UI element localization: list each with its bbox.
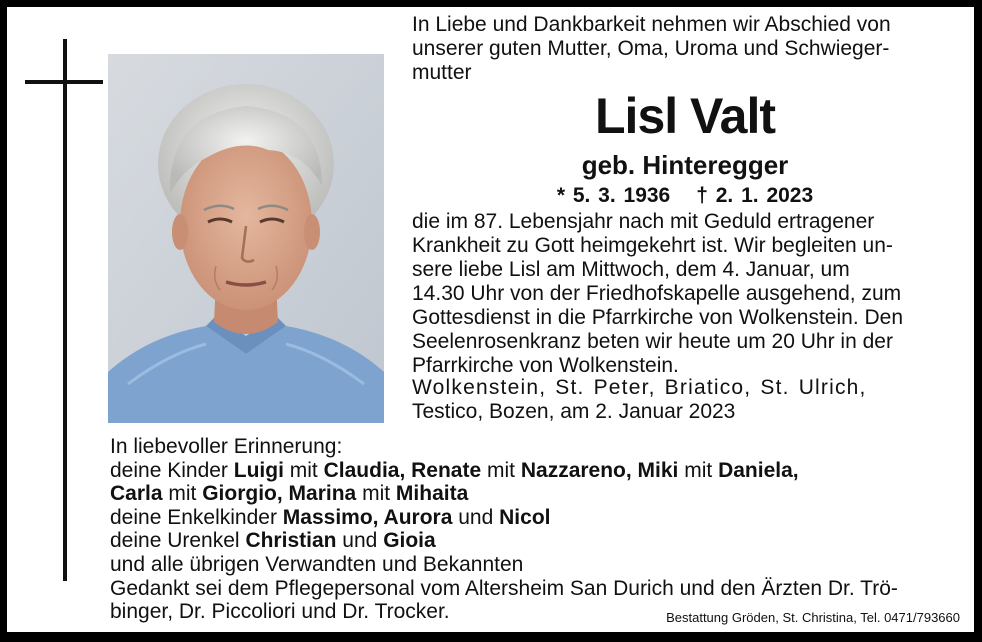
deceased-name: Lisl Valt: [595, 88, 775, 144]
announcement-text: [412, 210, 958, 378]
death-date: † 2. 1. 2023: [696, 184, 814, 207]
places-and-date: [412, 376, 958, 424]
thanks-line: Gedankt sei dem Pflegepersonal vom Altersheim San Durich und den Ärzten Dr. Trö-: [110, 576, 898, 600]
remembrance-heading: In liebevoller Erinnerung:: [110, 435, 343, 458]
birth-date: * 5. 3. 1936: [556, 184, 671, 207]
remembrance-section: [110, 435, 960, 624]
great-grandchildren-line: deine Urenkel Christian und Gioia: [110, 529, 436, 553]
relatives-line: und alle übrigen Verwandten und Bekannten: [110, 552, 524, 576]
intro-text: [412, 13, 958, 85]
places-line: Wolkenstein, St. Peter, Briatico, St. Ulrich,: [412, 376, 867, 399]
intro-line: unserer guten Mutter, Oma, Uroma und Schwieger-: [412, 37, 890, 60]
announcement-line: sere liebe Lisl am Mittwoch, dem 4. Januar, um: [412, 258, 850, 281]
thanks-line: binger, Dr. Piccoliori und Dr. Trocker.: [110, 600, 450, 624]
announcement-line: 14.30 Uhr von der Friedhofskapelle ausgehend, zum: [412, 282, 902, 305]
portrait-illustration: [108, 54, 384, 423]
grandchildren-line: deine Enkelkinder Massimo, Aurora und Nicol: [110, 505, 551, 529]
children-line: deine Kinder Luigi mit Claudia, Renate mit Nazzareno, Miki mit Daniela,: [110, 458, 799, 482]
announcement-line: Pfarrkirche von Wolkenstein.: [412, 354, 679, 377]
announcement-line: Seelenrosenkranz beten wir heute um 20 Uhr in der: [412, 330, 893, 353]
funeral-home-credit: Bestattung Gröden, St. Christina, Tel. 0471/793660: [666, 610, 960, 625]
announcement-line: die im 87. Lebensjahr nach mit Geduld ertragener: [412, 210, 875, 233]
maiden-name: geb. Hinteregger: [581, 150, 789, 180]
portrait-photo: [108, 54, 384, 423]
announcement-line: Gottesdienst in die Pfarrkirche von Wolkenstein. Den: [412, 306, 904, 329]
children-line-2: Carla mit Giorgio, Marina mit Mihaita: [110, 482, 469, 506]
cross-icon: [63, 39, 67, 581]
cross-icon-bar: [25, 80, 103, 84]
places-line: Testico, Bozen, am 2. Januar 2023: [412, 400, 736, 423]
intro-line: mutter: [412, 61, 472, 84]
life-dates: [412, 183, 958, 209]
announcement-line: Krankheit zu Gott heimgekehrt ist. Wir begleiten un-: [412, 234, 893, 257]
obituary-notice: [7, 7, 974, 632]
intro-line: In Liebe und Dankbarkeit nehmen wir Abschied von: [412, 13, 891, 36]
